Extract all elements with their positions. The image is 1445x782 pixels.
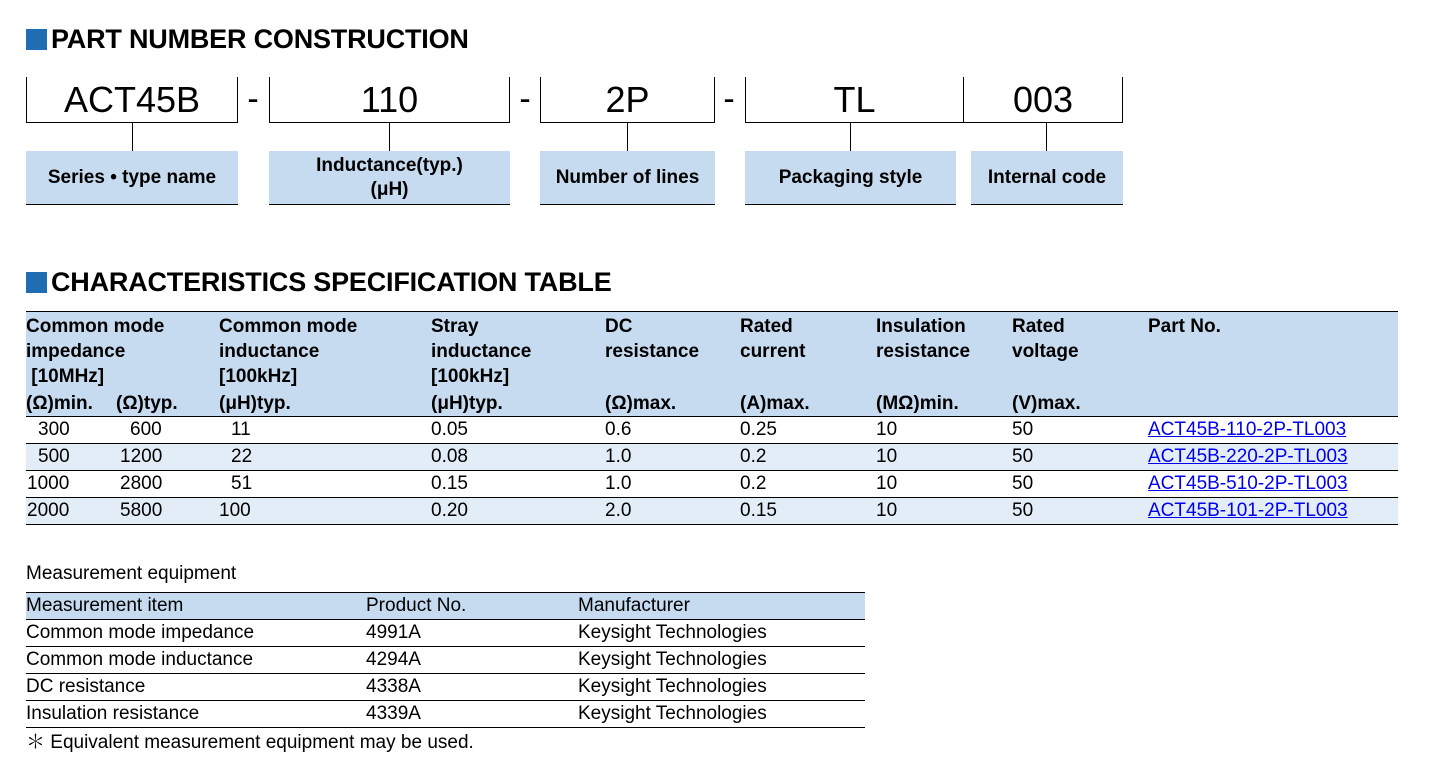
header-current — [740, 314, 810, 416]
header-text: impedance — [26, 341, 126, 362]
measurement-caption: Measurement equipment — [26, 563, 237, 584]
header-text: DC — [605, 316, 633, 337]
cell-manufacturer: Keysight Technologies — [578, 703, 767, 724]
cell-product: 4294A — [366, 649, 421, 670]
pn-label-lines: Number of lines — [540, 151, 715, 205]
header-text: (Ω)max. — [605, 393, 677, 414]
cell-inductance: 51 — [231, 473, 253, 494]
header-text: Rated — [740, 316, 793, 337]
cell-item: Insulation resistance — [26, 703, 200, 724]
cell-dc: 0.6 — [605, 419, 632, 440]
header-text: Insulation — [876, 316, 966, 337]
header-dc — [605, 314, 699, 416]
cell-stray: 0.15 — [431, 473, 468, 494]
cell-insulation: 10 — [876, 500, 898, 521]
cell-manufacturer: Keysight Technologies — [578, 649, 767, 670]
part-number-title-text: PART NUMBER CONSTRUCTION — [51, 24, 469, 54]
pn-label-inductance — [269, 151, 510, 205]
pn-segment-inductance — [269, 77, 510, 123]
pn-connector — [132, 123, 133, 151]
cell-product: 4991A — [366, 622, 421, 643]
header-measurement-item: Measurement item — [26, 595, 184, 616]
header-text: Common mode — [219, 316, 358, 337]
pn-code-series: ACT45B — [63, 78, 201, 120]
spec-table-title — [26, 267, 612, 297]
pn-connector — [627, 123, 628, 151]
header-text: inductance — [219, 341, 320, 362]
cell-insulation: 10 — [876, 446, 898, 467]
part-link[interactable]: ACT45B-510-2P-TL003 — [1148, 473, 1348, 494]
measurement-note: ＊ Equivalent measurement equipment may be used. — [26, 732, 474, 753]
header-text: (μH)typ. — [219, 393, 291, 414]
header-text: Common mode — [26, 316, 165, 337]
cell-voltage: 50 — [1012, 500, 1034, 521]
cell-dc: 1.0 — [605, 446, 632, 467]
cell-current: 0.2 — [740, 473, 767, 494]
pn-connector — [1046, 123, 1047, 151]
pn-dash-1: - — [247, 80, 259, 118]
cell-impedance-typ: 2800 — [120, 473, 163, 494]
section-square-icon — [26, 272, 47, 293]
cell-inductance: 11 — [231, 419, 251, 440]
pn-connector — [389, 123, 390, 151]
cell-manufacturer: Keysight Technologies — [578, 676, 767, 697]
pn-connector — [850, 123, 851, 151]
cell-item: Common mode impedance — [26, 622, 255, 643]
cell-current: 0.15 — [740, 500, 777, 521]
cell-impedance-typ: 5800 — [120, 500, 163, 521]
cell-dc: 1.0 — [605, 473, 632, 494]
cell-insulation: 10 — [876, 473, 898, 494]
header-insulation — [876, 314, 970, 416]
pn-segment-lines — [540, 77, 715, 123]
header-text: [10MHz] — [26, 366, 105, 387]
header-voltage — [1012, 314, 1081, 416]
measurement-header — [26, 592, 865, 620]
header-manufacturer: Manufacturer — [578, 595, 690, 616]
header-stray — [431, 314, 531, 416]
header-text: [100kHz] — [219, 366, 298, 387]
header-text: (A)max. — [740, 393, 810, 414]
header-text: current — [740, 341, 806, 362]
cell-impedance-min: 500 — [38, 446, 70, 467]
header-impedance-typ: (Ω)typ. — [116, 393, 178, 414]
pn-code-internal: 003 — [1012, 78, 1074, 120]
pn-segment-internal — [963, 77, 1123, 123]
pn-label-internal: Internal code — [971, 151, 1123, 205]
cell-impedance-min: 300 — [38, 419, 70, 440]
cell-stray: 0.20 — [431, 500, 468, 521]
part-link[interactable]: ACT45B-110-2P-TL003 — [1148, 419, 1347, 440]
cell-voltage: 50 — [1012, 446, 1034, 467]
pn-label-series: Series • type name — [26, 151, 238, 205]
cell-current: 0.25 — [740, 419, 777, 440]
header-text: resistance — [605, 341, 700, 362]
cell-stray: 0.05 — [431, 419, 468, 440]
cell-manufacturer: Keysight Technologies — [578, 622, 767, 643]
cell-item: Common mode inductance — [26, 649, 254, 670]
cell-current: 0.2 — [740, 446, 767, 467]
pn-segment-packaging — [745, 77, 964, 123]
cell-impedance-typ: 1200 — [120, 446, 163, 467]
header-text: (μH)typ. — [431, 393, 503, 414]
cell-item: DC resistance — [26, 676, 146, 697]
header-text: (V)max. — [1012, 393, 1081, 414]
header-text: [100kHz] — [431, 366, 510, 387]
header-impedance — [26, 314, 164, 389]
measurement-row — [26, 701, 865, 728]
section-square-icon — [26, 29, 47, 50]
pn-code-lines: 2P — [605, 78, 650, 120]
cell-product: 4339A — [366, 703, 421, 724]
header-part-no: Part No. — [1148, 316, 1221, 337]
pn-label-inductance-line1: Inductance(typ.) — [316, 154, 463, 176]
part-number-title — [26, 24, 469, 54]
cell-impedance-min: 2000 — [27, 500, 70, 521]
cell-impedance-typ: 600 — [130, 419, 162, 440]
spec-table-title-text: CHARACTERISTICS SPECIFICATION TABLE — [51, 267, 612, 297]
pn-label-inductance-line2: (μH) — [370, 178, 409, 200]
table-row — [26, 444, 1398, 471]
part-link[interactable]: ACT45B-101-2P-TL003 — [1148, 500, 1348, 521]
measurement-row — [26, 674, 865, 701]
pn-segment-series — [26, 77, 238, 123]
spec-table-header — [26, 311, 1398, 417]
header-text: Rated — [1012, 316, 1065, 337]
cell-voltage: 50 — [1012, 473, 1034, 494]
pn-code-inductance: 110 — [360, 78, 419, 120]
cell-impedance-min: 1000 — [27, 473, 70, 494]
pn-dash-2: - — [519, 80, 531, 118]
cell-inductance: 22 — [231, 446, 253, 467]
header-text: (MΩ)min. — [876, 393, 959, 414]
cell-insulation: 10 — [876, 419, 898, 440]
header-text: inductance — [431, 341, 532, 362]
table-row — [26, 471, 1398, 498]
header-text: resistance — [876, 341, 971, 362]
part-link[interactable]: ACT45B-220-2P-TL003 — [1148, 446, 1348, 467]
measurement-row — [26, 647, 865, 674]
measurement-row — [26, 620, 865, 647]
header-text: Stray — [431, 316, 479, 337]
cell-product: 4338A — [366, 676, 421, 697]
header-inductance — [219, 314, 357, 416]
table-row — [26, 498, 1398, 525]
cell-dc: 2.0 — [605, 500, 632, 521]
cell-voltage: 50 — [1012, 419, 1034, 440]
header-text: voltage — [1012, 341, 1079, 362]
cell-inductance: 100 — [219, 500, 251, 521]
header-product-no: Product No. — [366, 595, 467, 616]
table-row — [26, 417, 1398, 444]
pn-label-packaging: Packaging style — [745, 151, 956, 205]
cell-stray: 0.08 — [431, 446, 468, 467]
header-impedance-min: (Ω)min. — [26, 393, 93, 414]
pn-dash-3: - — [723, 80, 735, 118]
pn-code-packaging: TL — [833, 78, 876, 120]
